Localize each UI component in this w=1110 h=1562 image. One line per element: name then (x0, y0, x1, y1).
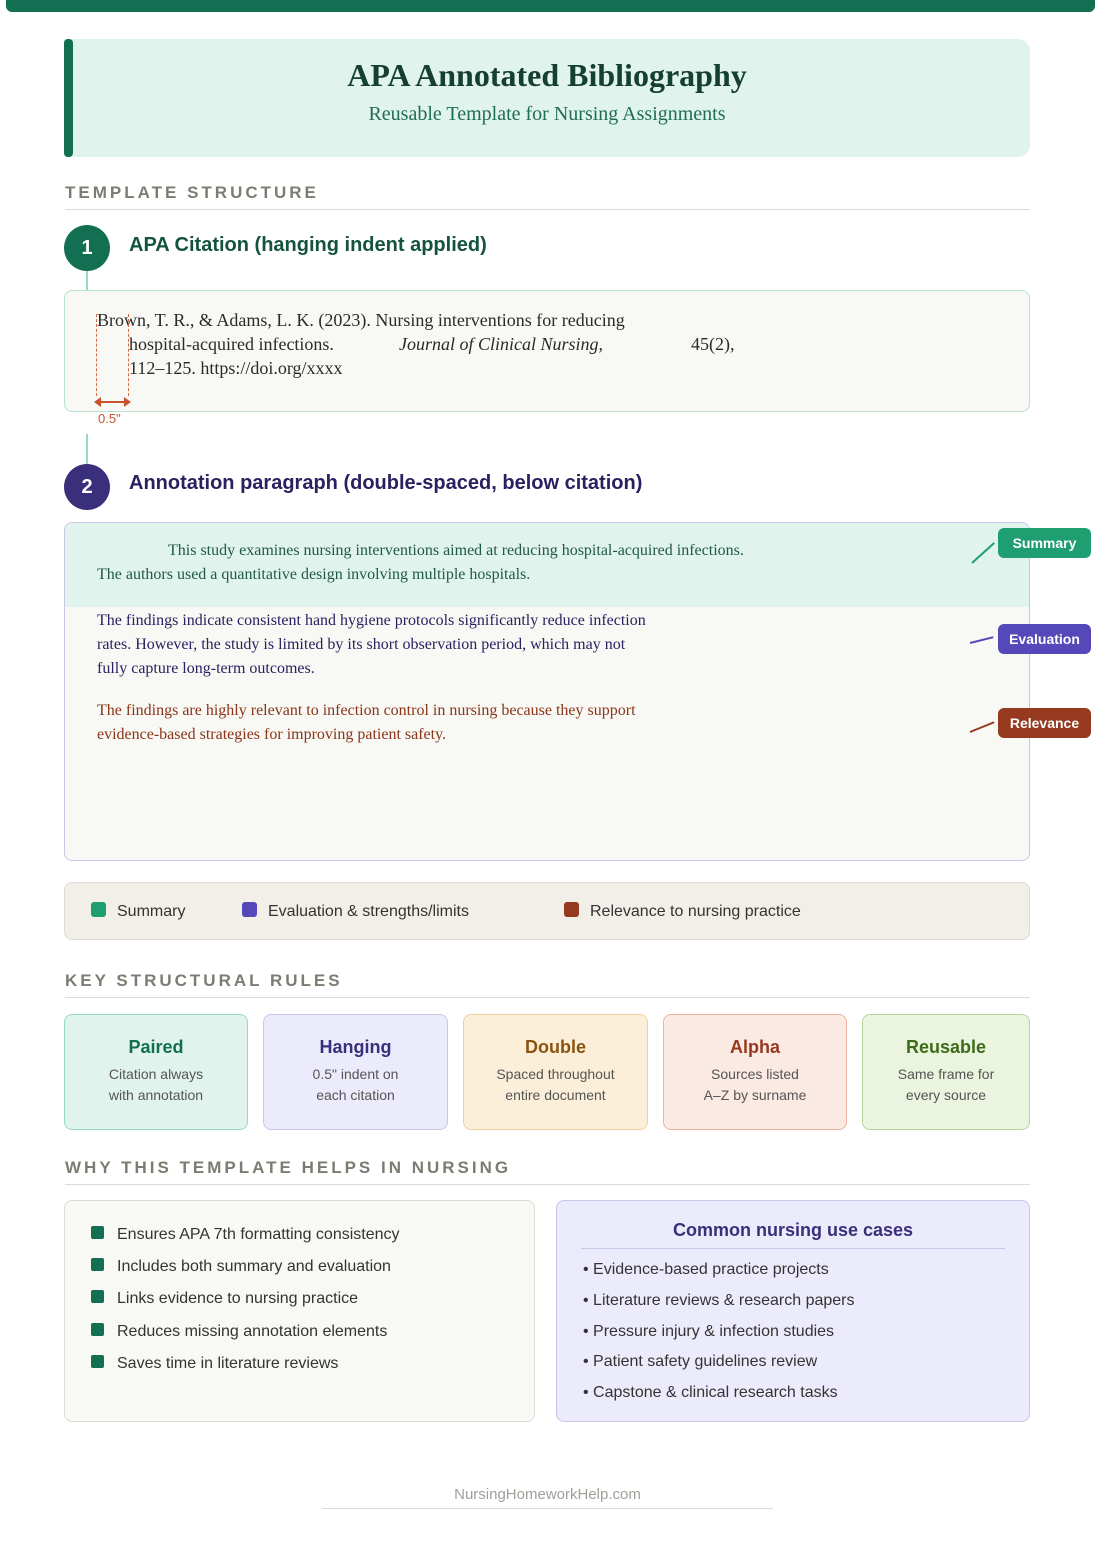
use-case-item: • Literature reviews & research papers (583, 1292, 855, 1309)
step-1-badge: 1 (64, 225, 110, 271)
rule-card-paired (64, 1014, 248, 1130)
rule-description: 0.5" indent on each citation (312, 1066, 399, 1103)
relevance-tag: Relevance (998, 708, 1091, 738)
rule-title: Hanging (319, 1037, 392, 1057)
use-cases-title: Common nursing use cases (581, 1220, 1005, 1249)
summary-tag: Summary (998, 528, 1091, 558)
annotation-evaluation: The findings indicate consistent hand hygiene protocols significantly reduce infection rates. However, the study is limited by its short observation period, which may not fully capture long-term outcomes. (97, 612, 646, 677)
use-case-item: • Pressure injury & infection studies (583, 1323, 835, 1340)
benefit-item: Links evidence to nursing practice (91, 1290, 358, 1308)
legend-relevance: Relevance to nursing practice (564, 902, 801, 921)
rule-title: Alpha (729, 1037, 780, 1057)
use-case-item: • Capstone & clinical research tasks (583, 1384, 838, 1401)
rule-title: Reusable (905, 1037, 987, 1057)
benefit-item: Ensures APA 7th formatting consistency (91, 1226, 400, 1244)
section-heading-structure: TEMPLATE STRUCTURE (65, 183, 1030, 210)
rule-title: Double (525, 1037, 586, 1057)
citation-line-3: 112–125. https://doi.org/xxxx (129, 358, 343, 378)
page-subtitle: Reusable Template for Nursing Assignments (368, 103, 726, 125)
use-cases-box (556, 1200, 1030, 1422)
evaluation-swatch (242, 902, 257, 917)
relevance-swatch (564, 902, 579, 917)
bullet-square-icon (91, 1323, 104, 1336)
rule-card-double (463, 1014, 648, 1130)
indent-arrow-right-head (124, 397, 131, 407)
citation-journal: Journal of Clinical Nursing, (399, 334, 604, 354)
footer-site-link[interactable]: NursingHomeworkHelp.com (322, 1486, 773, 1509)
annotation-relevance: The findings are highly relevant to infection control in nursing because they support evidence-based strategies for improving patient safety. (97, 702, 636, 743)
legend-evaluation: Evaluation & strengths/limits (242, 902, 469, 921)
bullet-square-icon (91, 1226, 104, 1239)
indent-guide-right (128, 314, 129, 396)
rule-description: Spaced throughout entire document (496, 1066, 615, 1103)
indent-measure-label: 0.5" (98, 411, 121, 426)
benefit-item: Saves time in literature reviews (91, 1355, 338, 1373)
use-case-item: • Patient safety guidelines review (583, 1353, 818, 1370)
title-banner (64, 39, 1030, 157)
rule-description: Same frame for every source (897, 1066, 995, 1103)
benefits-box (64, 1200, 535, 1422)
benefit-item: Includes both summary and evaluation (91, 1258, 391, 1276)
use-case-item: • Evidence-based practice projects (583, 1261, 829, 1278)
indent-arrow-left-head (94, 397, 101, 407)
step-connector (86, 268, 88, 290)
color-legend (64, 882, 1030, 940)
benefit-item: Reduces missing annotation elements (91, 1323, 387, 1341)
bullet-square-icon (91, 1258, 104, 1271)
bullet-square-icon (91, 1290, 104, 1303)
summary-swatch (91, 902, 106, 917)
rule-card-hanging (263, 1014, 448, 1130)
section-heading-rules: KEY STRUCTURAL RULES (65, 971, 1030, 998)
citation-line-2: hospital-acquired infections. (129, 334, 334, 354)
annotation-summary: This study examines nursing interventions aimed at reducing hospital-acquired infections. The authors used a quantitative design involving multiple hospitals. (97, 542, 744, 583)
indent-guide-left (96, 314, 97, 396)
evaluation-tag: Evaluation (998, 624, 1091, 654)
bullet-square-icon (91, 1355, 104, 1368)
page-title: APA Annotated Bibliography (347, 57, 747, 93)
section-heading-why: WHY THIS TEMPLATE HELPS IN NURSING (65, 1158, 1030, 1185)
citation-volume: 45(2), (691, 334, 735, 354)
annotation-box (64, 522, 1030, 861)
rule-title: Paired (128, 1037, 184, 1057)
step-connector-2 (86, 434, 88, 464)
step-2-badge: 2 (64, 464, 110, 510)
legend-summary: Summary (91, 902, 185, 921)
rule-description: Sources listed A–Z by surname (703, 1066, 807, 1103)
rule-description: Citation always with annotation (108, 1066, 204, 1103)
rule-card-reusable (862, 1014, 1030, 1130)
rule-card-alpha (663, 1014, 847, 1130)
citation-line-1: Brown, T. R., & Adams, L. K. (2023). Nursing interventions for reducing (97, 310, 625, 330)
top-accent-bar (6, 0, 1095, 12)
step-2-title: Annotation paragraph (double-spaced, below citation) (129, 472, 643, 494)
step-1-title: APA Citation (hanging indent applied) (129, 234, 487, 256)
